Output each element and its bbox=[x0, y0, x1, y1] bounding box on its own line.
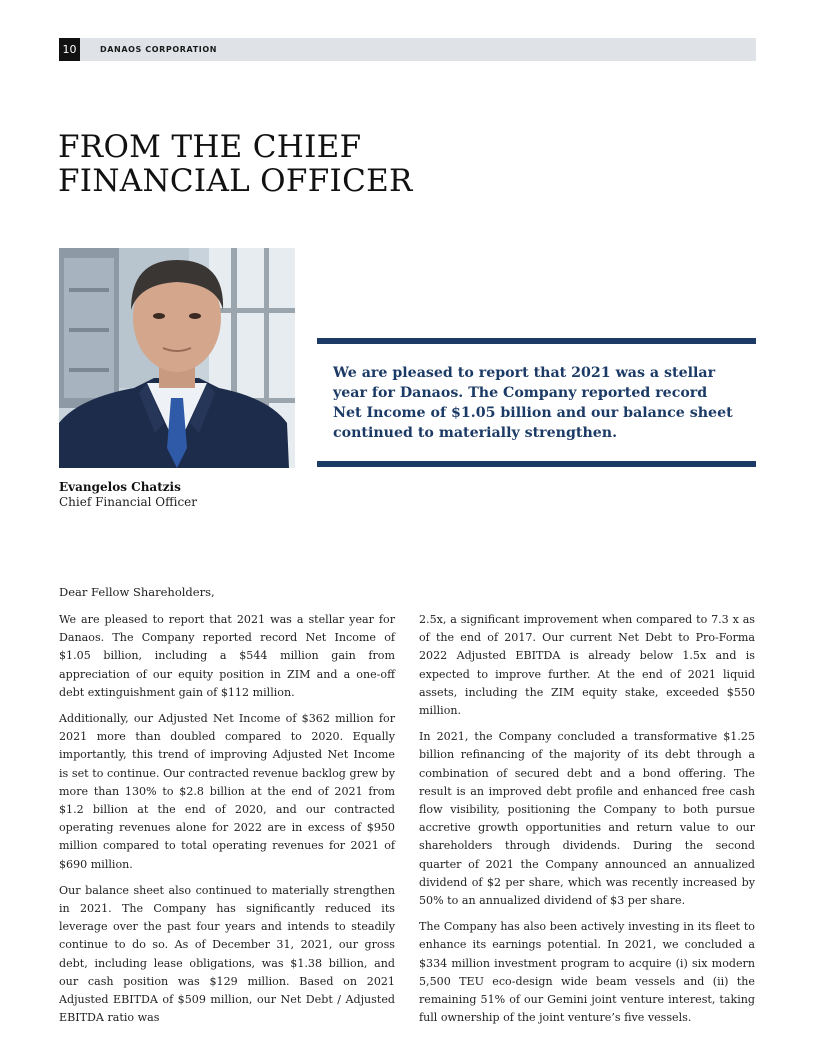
cfo-role: Chief Financial Officer bbox=[59, 495, 198, 509]
quote-rule-bottom bbox=[317, 461, 756, 467]
page-title bbox=[58, 130, 478, 198]
title-line-2: FINANCIAL OFFICER bbox=[58, 163, 413, 199]
page-number: 10 bbox=[59, 38, 80, 61]
cfo-portrait bbox=[59, 248, 295, 468]
paragraph: Our balance sheet also continued to materially strengthen in 2021. The Company has significantly reduced its leverage over the past four years and intends to steadily continue to do so. As of December 31, 2021, our gross debt, including lease obligations, was $1.38 billion, and our cash position was $129 million. Based on 2021 Adjusted EBITDA of $509 million, our Net Debt / Adjusted EBITDA ratio was bbox=[59, 883, 395, 1025]
salutation: Dear Fellow Shareholders, bbox=[59, 585, 215, 599]
letter-column-right bbox=[419, 611, 755, 1035]
paragraph: In 2021, the Company concluded a transformative $1.25 billion refinancing of the majority of its debt through a combination of secured debt and a bond offering. The result is an improved debt profile and enhanced free cash flow visibility, positioning the Company to both pursue accretive growth opportunities and return value to our shareholders through dividends. During the second quarter of 2021 the Company announced an annualized dividend of $2 per share, which was recently increased by 50% to an annualized dividend of $3 per share. bbox=[419, 730, 755, 908]
letter-column-left bbox=[59, 611, 395, 1035]
paragraph: Additionally, our Adjusted Net Income of $362 million for 2021 more than doubled compared to 2020. Equally importantly, this trend of improving Adjusted Net Income is set to continue. Our contracted revenue backlog grew by more than 130% to $2.8 billion at the end of 2021 from $1.2 billion at the end of 2020, and our contracted operating revenues alone for 2022 are in excess of $950 million compared to total operating revenues for 2021 of $690 million. bbox=[59, 712, 395, 871]
paragraph: We are pleased to report that 2021 was a stellar year for Danaos. The Company reported record Net Income of $1.05 billion, including a $544 million gain from appreciation of our equity position in ZIM and a one-off debt extinguishment gain of $112 million. bbox=[59, 613, 395, 699]
company-name: DANAOS CORPORATION bbox=[100, 45, 218, 54]
cfo-name: Evangelos Chatzis bbox=[59, 480, 181, 494]
quote-rule-top bbox=[317, 338, 756, 344]
paragraph: 2.5x, a significant improvement when compared to 7.3 x as of the end of 2017. Our current Net Debt to Pro-Forma 2022 Adjusted EBITDA is already below 1.5x and is expected to improve further. At the end of 2021 liquid assets, including the ZIM equity stake, exceeded $550 million. bbox=[419, 613, 755, 718]
pull-quote: We are pleased to report that 2021 was a stellar year for Danaos. The Company reported record Net Income of $1.05 billion and our balance sheet continued to materially strengthen. bbox=[333, 365, 733, 441]
title-line-1: FROM THE CHIEF bbox=[58, 129, 362, 165]
paragraph: The Company has also been actively investing in its fleet to enhance its earnings potential. In 2021, we concluded a $334 million investment program to acquire (i) six modern 5,500 TEU eco-design wide beam vessels and (ii) the remaining 51% of our Gemini joint venture interest, taking full ownership of the joint venture’s five vessels. bbox=[419, 920, 755, 1025]
